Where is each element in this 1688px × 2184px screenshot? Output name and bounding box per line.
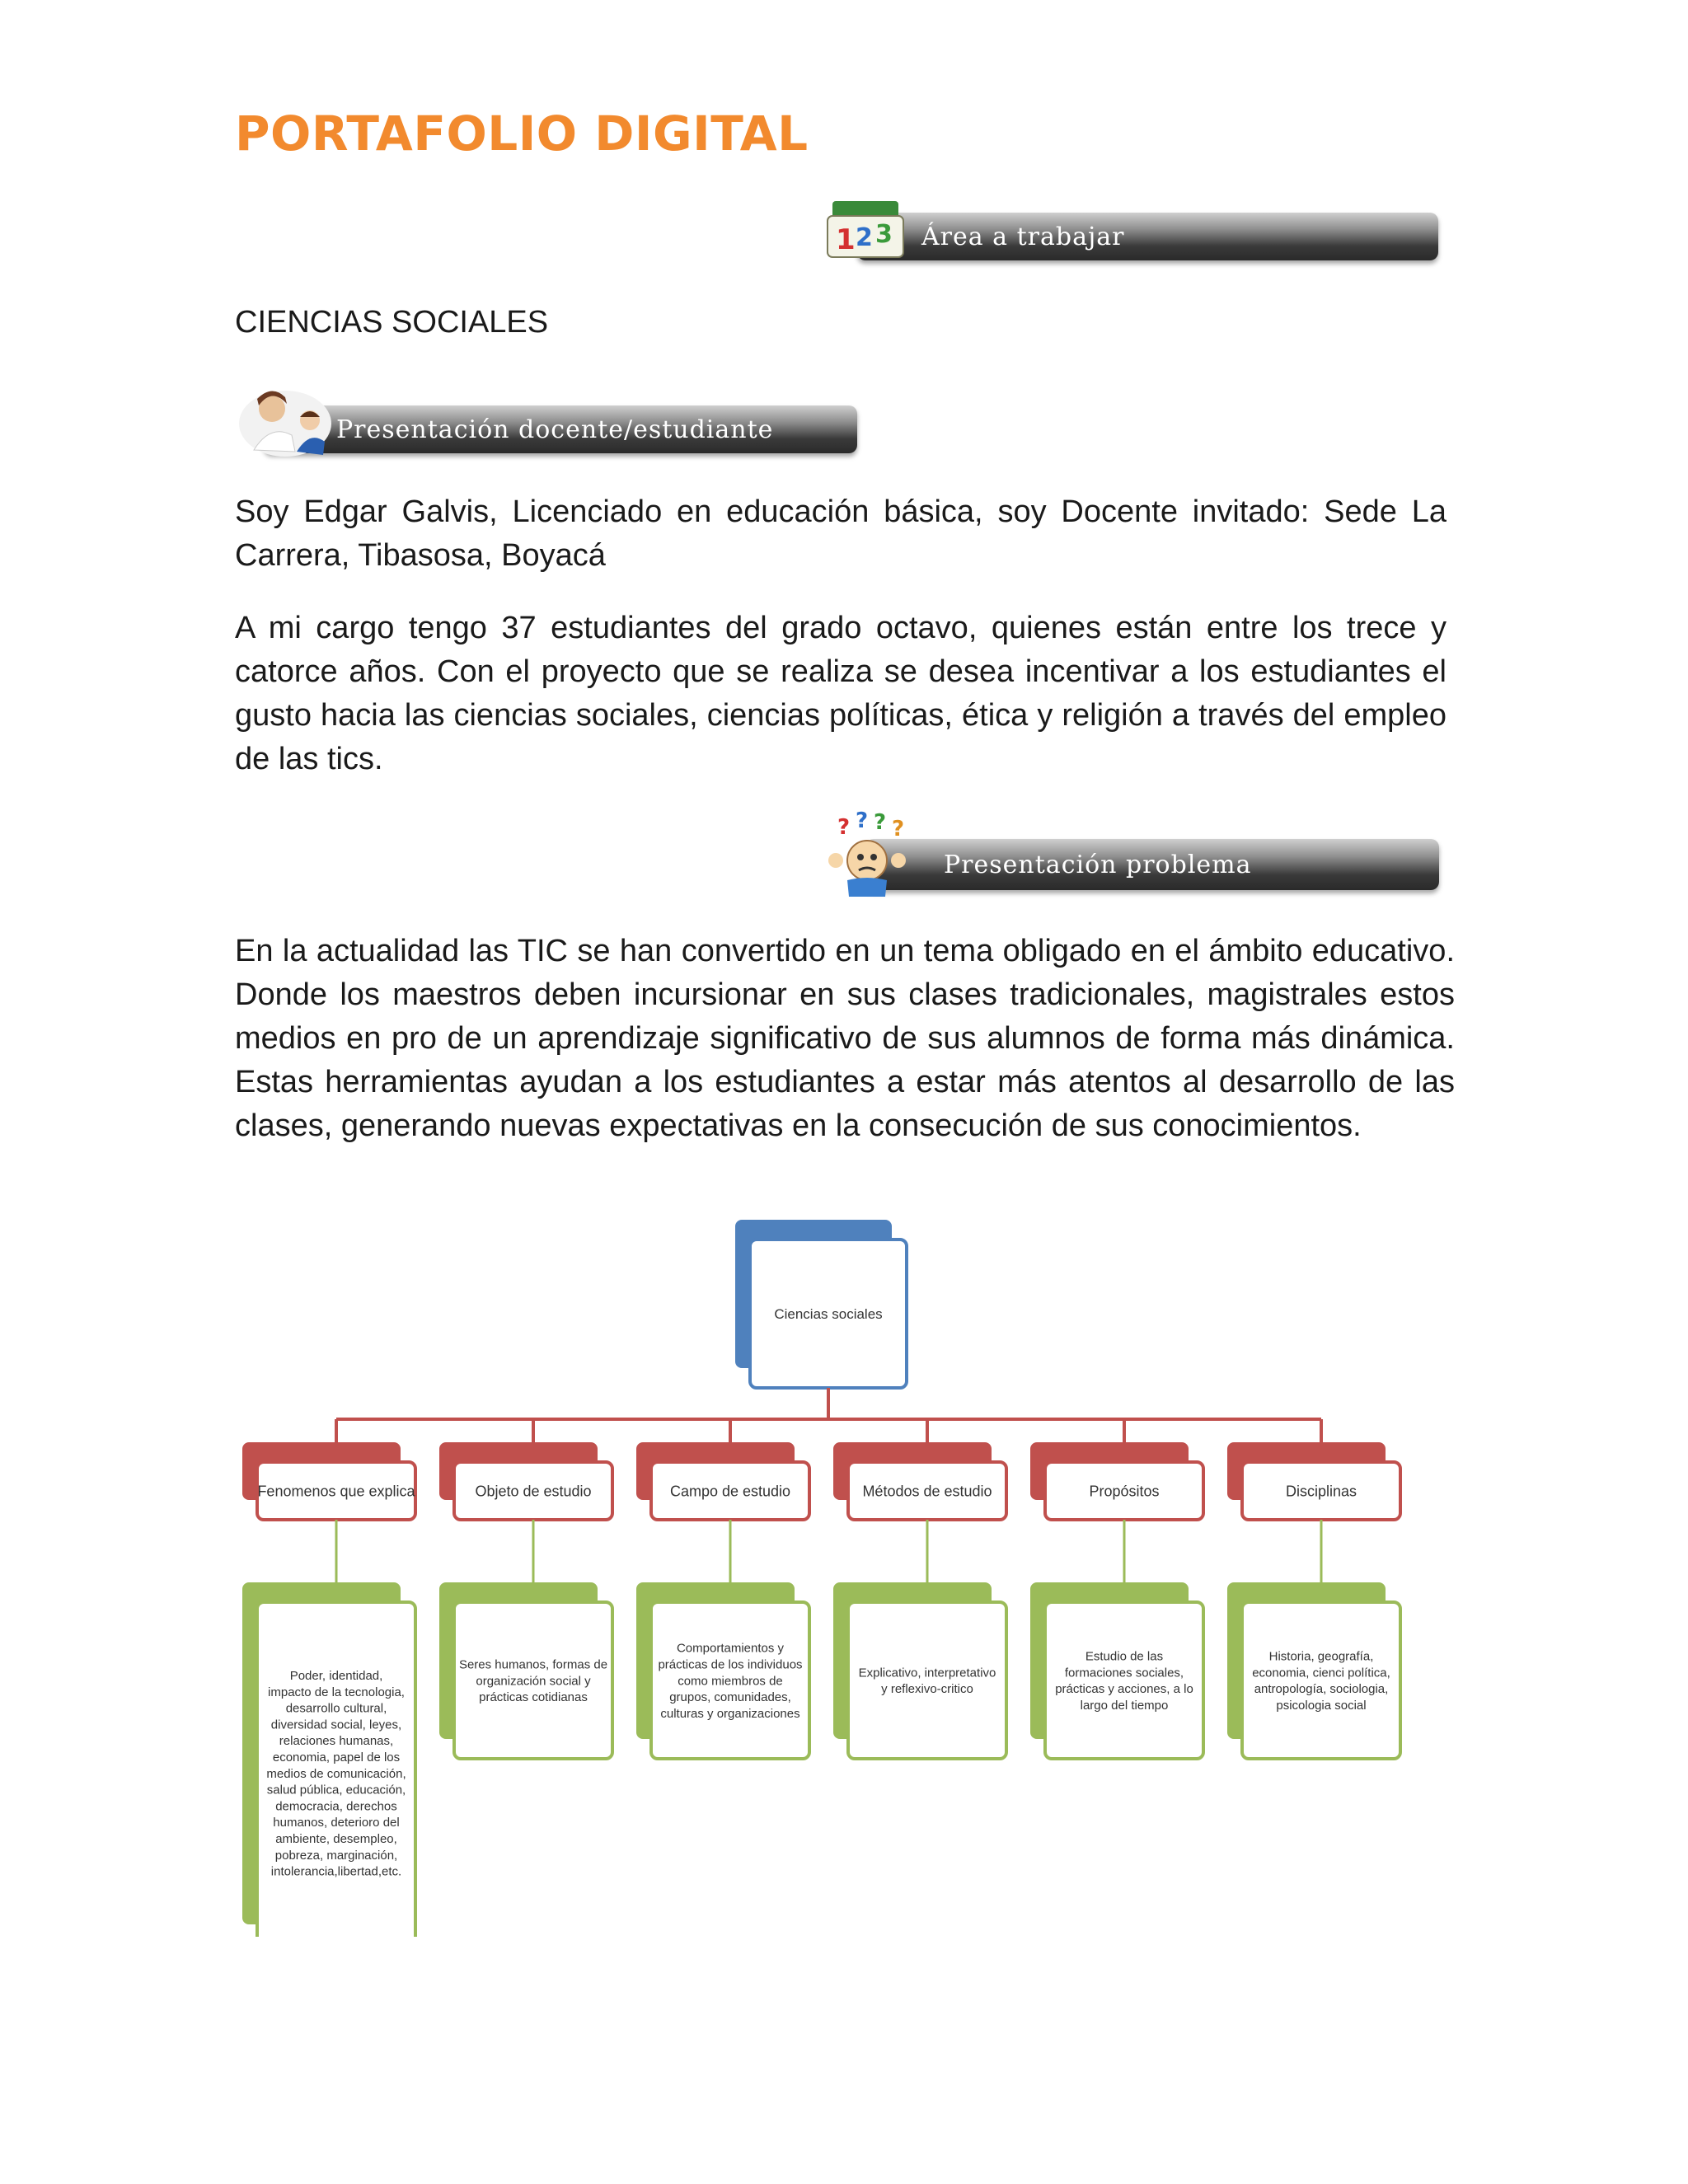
detail-node-box — [1045, 1602, 1203, 1759]
category-label: Disciplinas — [1285, 1483, 1357, 1500]
category-label: Propósitos — [1089, 1483, 1160, 1500]
svg-text:?: ? — [837, 815, 851, 840]
detail-node-box — [848, 1602, 1006, 1759]
category-label: Objeto de estudio — [475, 1483, 592, 1500]
problem-paragraph: En la actualidad las TIC se han convertido en un tema obligado en el ámbito educativo. Donde los maestros deben incursionar en sus clases tradicionales, magistrales estos medios en pro de un aprendizaje significativo de sus alumnos de forma más dinámica. Estas herramientas ayudan a los estudiantes a estar más atentos al desarrollo de las clases, generando nuevas expectativas en la consecución de sus conocimientos. — [235, 934, 1455, 1143]
area-banner-label: Área a trabajar — [921, 223, 1125, 251]
svg-text:1: 1 — [836, 223, 856, 256]
detail-text: Explicativo, interpretativo y reflexivo-critico — [858, 1666, 996, 1697]
numbers-123-icon — [824, 194, 915, 260]
category-label: Fenomenos que explica — [257, 1483, 415, 1500]
root-node-label: Ciencias sociales — [774, 1305, 883, 1322]
category-label: Campo de estudio — [669, 1483, 791, 1500]
svg-text:2: 2 — [856, 223, 873, 252]
detail-text: Comportamientos y prácticas de los individuos como miembros de grupos, comunidades, culturas y organizaciones — [658, 1641, 803, 1721]
detail-text: Poder, identidad, impacto de la tecnologia, desarrollo cultural, diversidad social, leyes, relaciones humanas, economia, papel de los medios de comunicación, salud pública, educación, democracia, derechos humanos, deterioro del ambiente, desempleo, pobreza, marginación, intolerancia,libertad,etc. — [266, 1668, 406, 1879]
teacher-student-icon — [237, 376, 345, 458]
presentation-paragraph-1: Soy Edgar Galvis, Licenciado en educación básica, soy Docente invitado: Sede La Carrera, Tibasosa, Boyacá — [235, 494, 1447, 573]
presentation-banner-label: Presentación docente/estudiante — [336, 415, 774, 444]
detail-text: Seres humanos, formas de organización social y prácticas cotidianas — [458, 1657, 608, 1705]
svg-text:?: ? — [856, 809, 869, 833]
area-value: CIENCIAS SOCIALES — [235, 305, 549, 340]
detail-text: Estudio de las formaciones sociales, prácticas y acciones, a lo largo del tiempo — [1055, 1649, 1193, 1713]
presentation-paragraph-2: A mi cargo tengo 37 estudiantes del grado octavo, quienes están entre los trece y catorce años. Con el proyecto que se realiza se desea incentivar a los estudiantes el gusto hacia las ciencias sociales, ciencias políticas, ética y religión a través del empleo de las tics. — [235, 611, 1447, 776]
question-marks-character-icon — [814, 809, 930, 900]
problem-banner-label: Presentación problema — [944, 851, 1252, 879]
category-label: Métodos de estudio — [862, 1483, 992, 1500]
ciencias-sociales-org-chart — [231, 1212, 1418, 1937]
svg-text:?: ? — [874, 810, 887, 835]
svg-text:?: ? — [892, 817, 905, 841]
detail-text: Historia, geografía, economia, cienci política, antropología, sociologia, psicologia social — [1252, 1649, 1390, 1713]
svg-text:3: 3 — [875, 220, 893, 249]
detail-node-box — [1242, 1602, 1400, 1759]
document-title: PORTAFOLIO DIGITAL — [235, 105, 809, 162]
